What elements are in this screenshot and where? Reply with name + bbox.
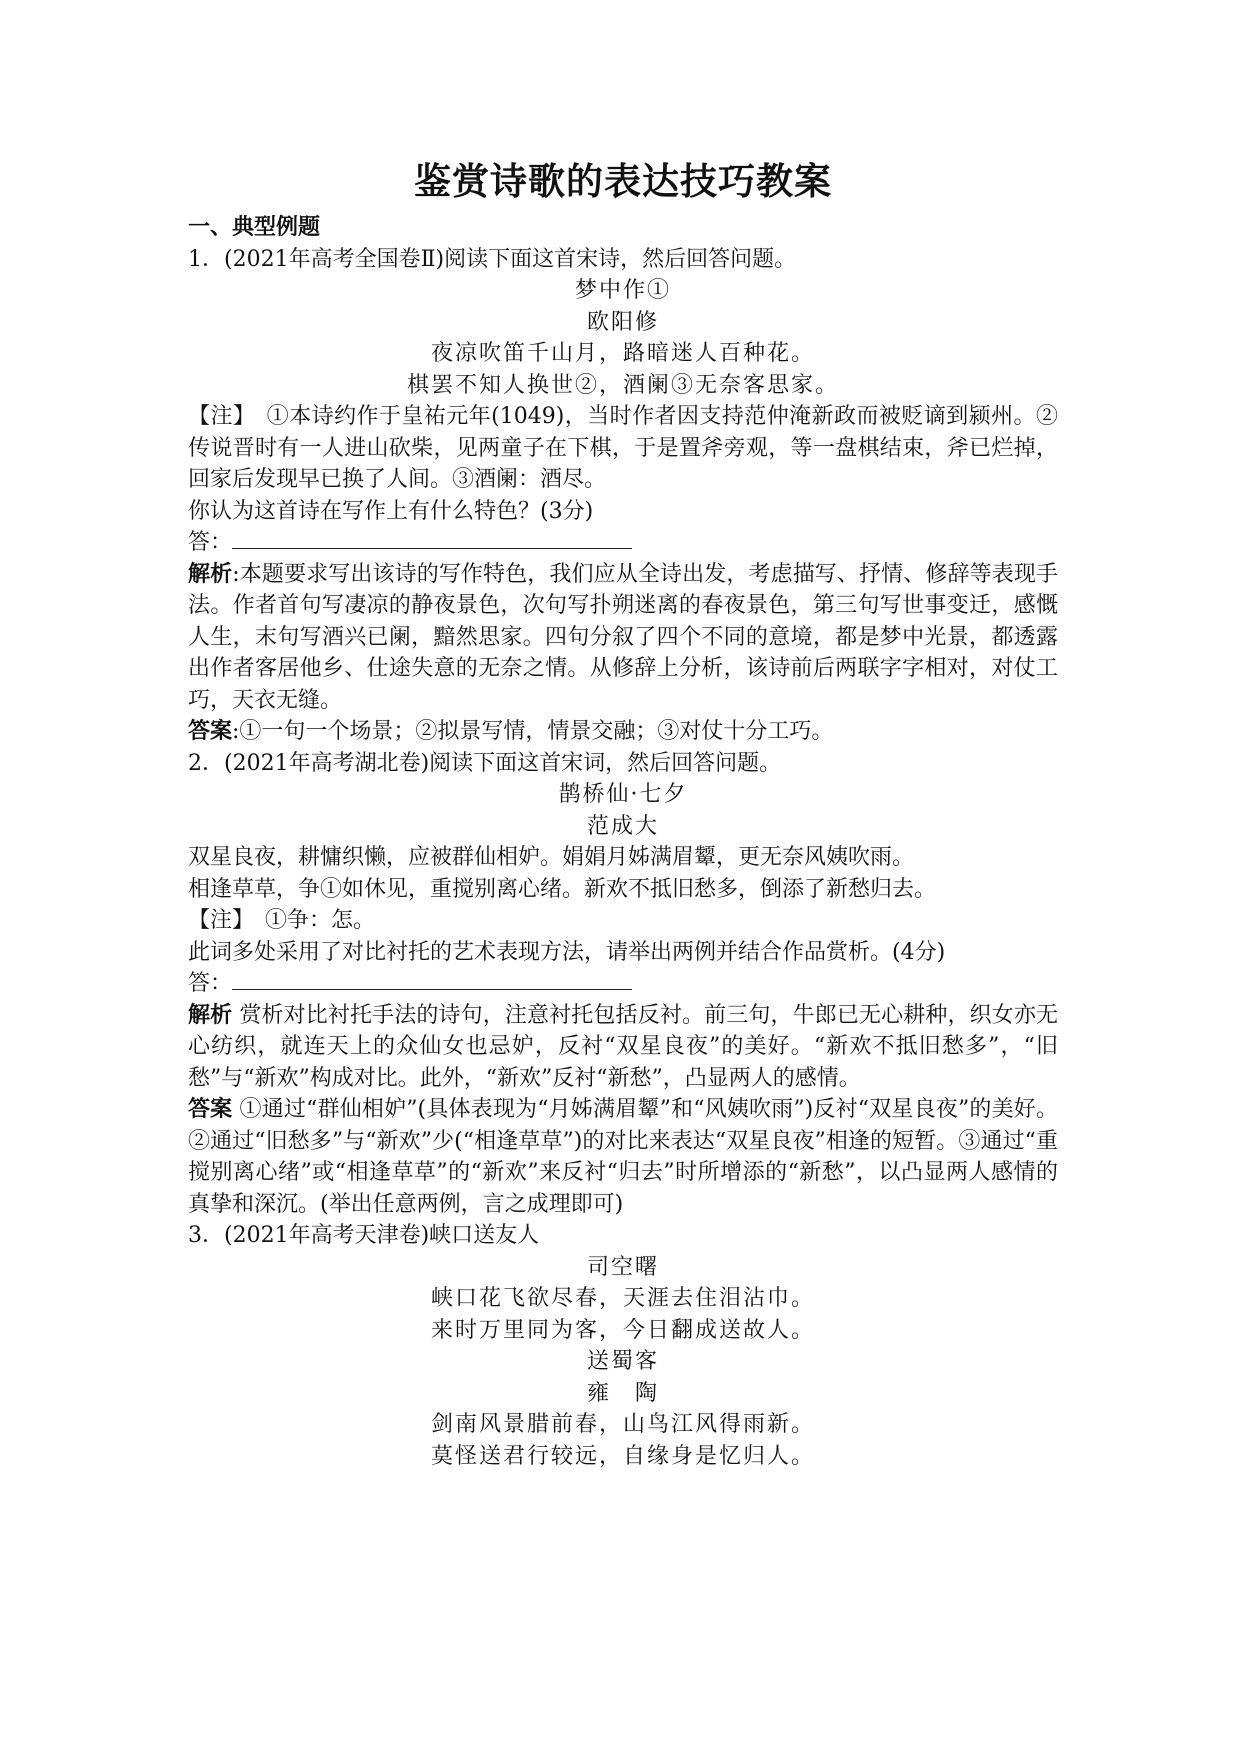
q2-author: 范成大: [586, 813, 659, 839]
answer-blank[interactable]: [232, 973, 632, 990]
q3-poem2-title: 送蜀客: [586, 1349, 659, 1374]
note-label: 【注】: [188, 404, 245, 429]
key-label: 答案: [188, 1096, 233, 1122]
document-content: [188, 150, 1058, 1472]
q2-question: 此词多处采用了对比衬托的艺术表现方法，请举出两例并结合作品赏析。(4分): [188, 939, 946, 965]
q2-key: [188, 1094, 1058, 1220]
q3-poem1-line: 来时万里同为客，今日翻成送故人。: [430, 1317, 815, 1343]
q2-note: [188, 905, 1058, 937]
answer-label: 答：: [188, 971, 233, 996]
q2-analysis: [188, 1000, 1058, 1095]
q3-poem2-line: 莫怪送君行较远，自缘身是忆归人。: [430, 1443, 815, 1469]
q1-analysis: [188, 559, 1058, 717]
q1-note: [188, 401, 1058, 496]
key-text: :①一句一个场景；②拟景写情，情景交融；③对仗十分工巧。: [232, 719, 834, 744]
q2-poem-title: 鹊桥仙·七夕: [558, 782, 688, 807]
key-label: 答案: [188, 718, 233, 744]
answer-label: 答：: [188, 530, 233, 555]
q1-author: 欧阳修: [586, 309, 659, 335]
q1-key: [188, 716, 1058, 748]
q2-answer-line: [188, 968, 1058, 1000]
q2-poem-line: 相逢草草，争①如休见，重搅别离心绪。新欢不抵旧愁多，倒添了新愁归去。: [188, 876, 937, 902]
note-text: ①争：怎。: [265, 908, 376, 933]
q3-author2: 雍 陶: [586, 1380, 659, 1406]
q3-poem2-line: 剑南风景腊前春，山鸟江风得雨新。: [430, 1412, 815, 1437]
note-label: 【注】: [188, 908, 244, 933]
q3-poem1-line: 峡口花飞欲尽春，天涯去住泪沾巾。: [430, 1286, 815, 1311]
q1-poem-title: 梦中作①: [574, 278, 671, 303]
note-text: ①本诗约作于皇祐元年(1049)，当时作者因支持范仲淹新政而被贬谪到颍州。②传说晋时有一人进山砍柴，见两童子在下棋，于是置斧旁观，等一盘棋结束，斧已烂掉，回家后发现早已换了人间。③酒阑：酒尽。: [188, 404, 1058, 492]
q1-answer-line: [188, 527, 1058, 559]
page-title: 鉴赏诗歌的表达技巧教案: [414, 159, 832, 203]
q2-poem-line: 双星良夜，耕慵织懒，应被群仙相妒。娟娟月姊满眉颦，更无奈风姨吹雨。: [188, 845, 915, 870]
answer-blank[interactable]: [232, 532, 632, 549]
analysis-text: 赏析对比衬托手法的诗句，注意衬托包括反衬。前三句，牛郎已无心耕种，织女亦无心纺织，就连天上的众仙女也忌妒，反衬“双星良夜”的美好。“新欢不抵旧愁多”，“旧愁”与“新欢”构成对比。此外，“新欢”反衬“新愁”，凸显两人的感情。: [188, 1002, 1058, 1091]
q1-poem-line: 棋罢不知人换世②，酒阑③无奈客思家。: [406, 372, 839, 398]
q1-intro: 1．(2021年高考全国卷Ⅱ)阅读下面这首宋诗，然后回答问题。: [188, 246, 797, 272]
analysis-label: 解析: [188, 1001, 233, 1028]
key-text: ①通过“群仙相妒”(具体表现为“月姊满眉颦”和“风姨吹雨”)反衬“双星良夜”的美好。②通过“旧愁多”与“新欢”少(“相逢草草”)的对比来表达“双星良夜”相逢的短暂。③通过“重搅别离心绪”或“相逢草草”的“新欢”来反衬“归去”时所增添的“新愁”，以凸显两人感情的真挚和深沉。(举出任意两例，言之成理即可): [188, 1097, 1058, 1217]
analysis-text: :本题要求写出该诗的写作特色，我们应从全诗出发，考虑描写、抒情、修辞等表现手法。作者首句写凄凉的静夜景色，次句写扑朔迷离的春夜景色，第三句写世事变迁，感慨人生，末句写酒兴已阑，黯然思家。四句分叙了四个不同的意境，都是梦中光景，都透露出作者客居他乡、仕途失意的无奈之情。从修辞上分析，该诗前后两联字字相对，对仗工巧，天衣无缝。: [188, 561, 1058, 713]
q1-question: 你认为这首诗在写作上有什么特色？(3分): [188, 498, 594, 524]
q1-poem-line: 夜凉吹笛千山月，路暗迷人百种花。: [430, 341, 815, 366]
q3-intro: 3．(2021年高考天津卷)峡口送友人: [188, 1223, 540, 1248]
q2-intro: 2．(2021年高考湖北卷)阅读下面这首宋词，然后回答问题。: [188, 750, 782, 776]
section-heading: 一、典型例题: [188, 214, 321, 240]
analysis-label: 解析: [188, 560, 233, 587]
q3-author1: 司空曙: [586, 1254, 659, 1280]
